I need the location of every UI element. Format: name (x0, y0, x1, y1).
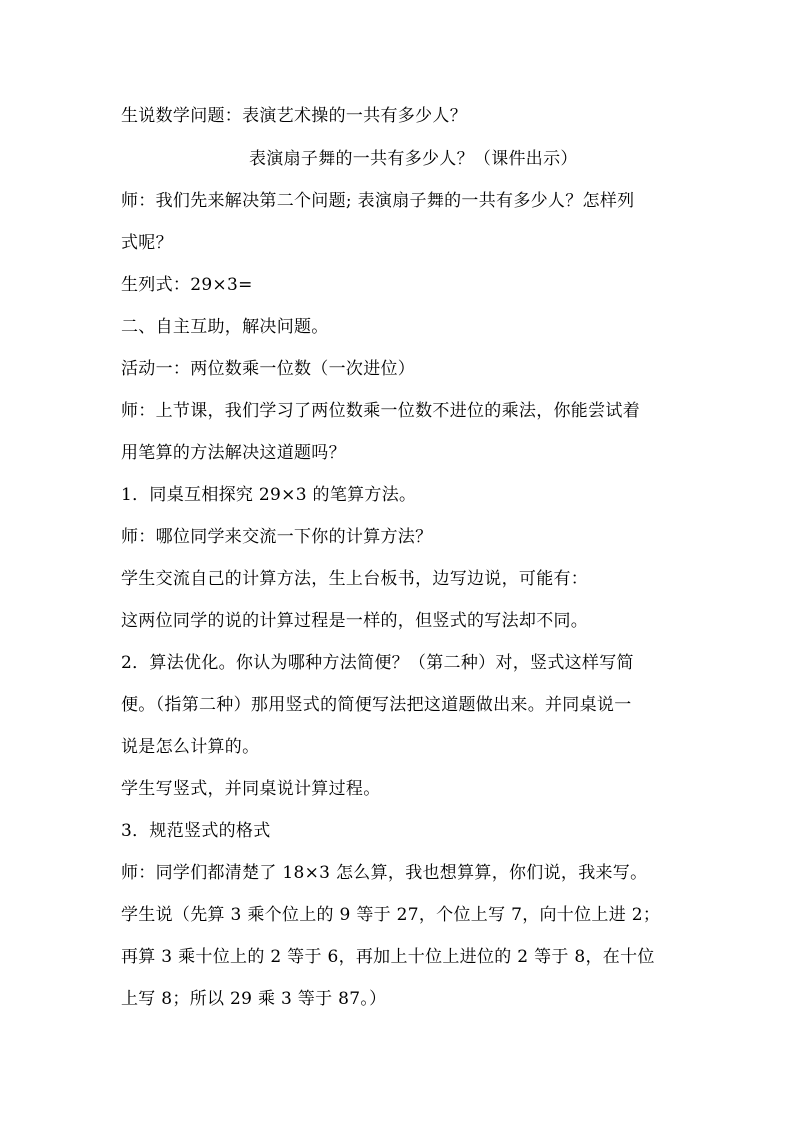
text-line: 师：上节课，我们学习了两位数乘一位数不进位的乘法，你能尝试着 (121, 401, 640, 421)
text-line: 便。（指第二种）那用竖式的简便写法把这道题做出来。并同桌说一 (121, 695, 632, 715)
text-line: 师：同学们都清楚了 18×3 怎么算，我也想算算，你们说，我来写。 (121, 863, 648, 883)
text-line: 上写 8；所以 29 乘 3 等于 87。） (121, 989, 387, 1009)
text-line: 这两位同学的说的计算过程是一样的，但竖式的写法却不同。 (121, 611, 589, 631)
text-line: 学生说（先算 3 乘个位上的 9 等于 27，个位上写 7，向十位上进 2； (121, 905, 661, 925)
numbered-item: 1．同桌互相探究 29×3 的笔算方法。 (121, 485, 417, 505)
text-line: 用笔算的方法解决这道题吗？ (121, 443, 346, 463)
text-line: 学生写竖式，并同桌说计算过程。 (121, 779, 381, 799)
text-line: 表演扇子舞的一共有多少人？（课件出示） (249, 149, 578, 169)
text-line: 式呢？ (121, 233, 173, 253)
text-line: 生列式：29×3= (121, 275, 253, 295)
activity-heading: 活动一：两位数乘一位数（一次进位） (121, 359, 416, 379)
numbered-item: 2．算法优化。你认为哪种方法简便？（第二种）对，竖式这样写简 (121, 653, 634, 673)
numbered-item: 3．规范竖式的格式 (121, 821, 271, 841)
text-line: 生说数学问题：表演艺术操的一共有多少人？ (121, 106, 467, 126)
text-line: 说是怎么计算的。 (121, 737, 260, 757)
section-heading: 二、自主互助，解决问题。 (121, 317, 329, 337)
text-line: 师：哪位同学来交流一下你的计算方法？ (121, 527, 433, 547)
text-line: 学生交流自己的计算方法，生上台板书，边写边说，可能有： (121, 569, 589, 589)
text-line: 再算 3 乘十位上的 2 等于 6，再加上十位上进位的 2 等于 8，在十位 (121, 947, 655, 967)
text-line: 师：我们先来解决第二个问题; 表演扇子舞的一共有多少人？怎样列 (121, 191, 635, 211)
